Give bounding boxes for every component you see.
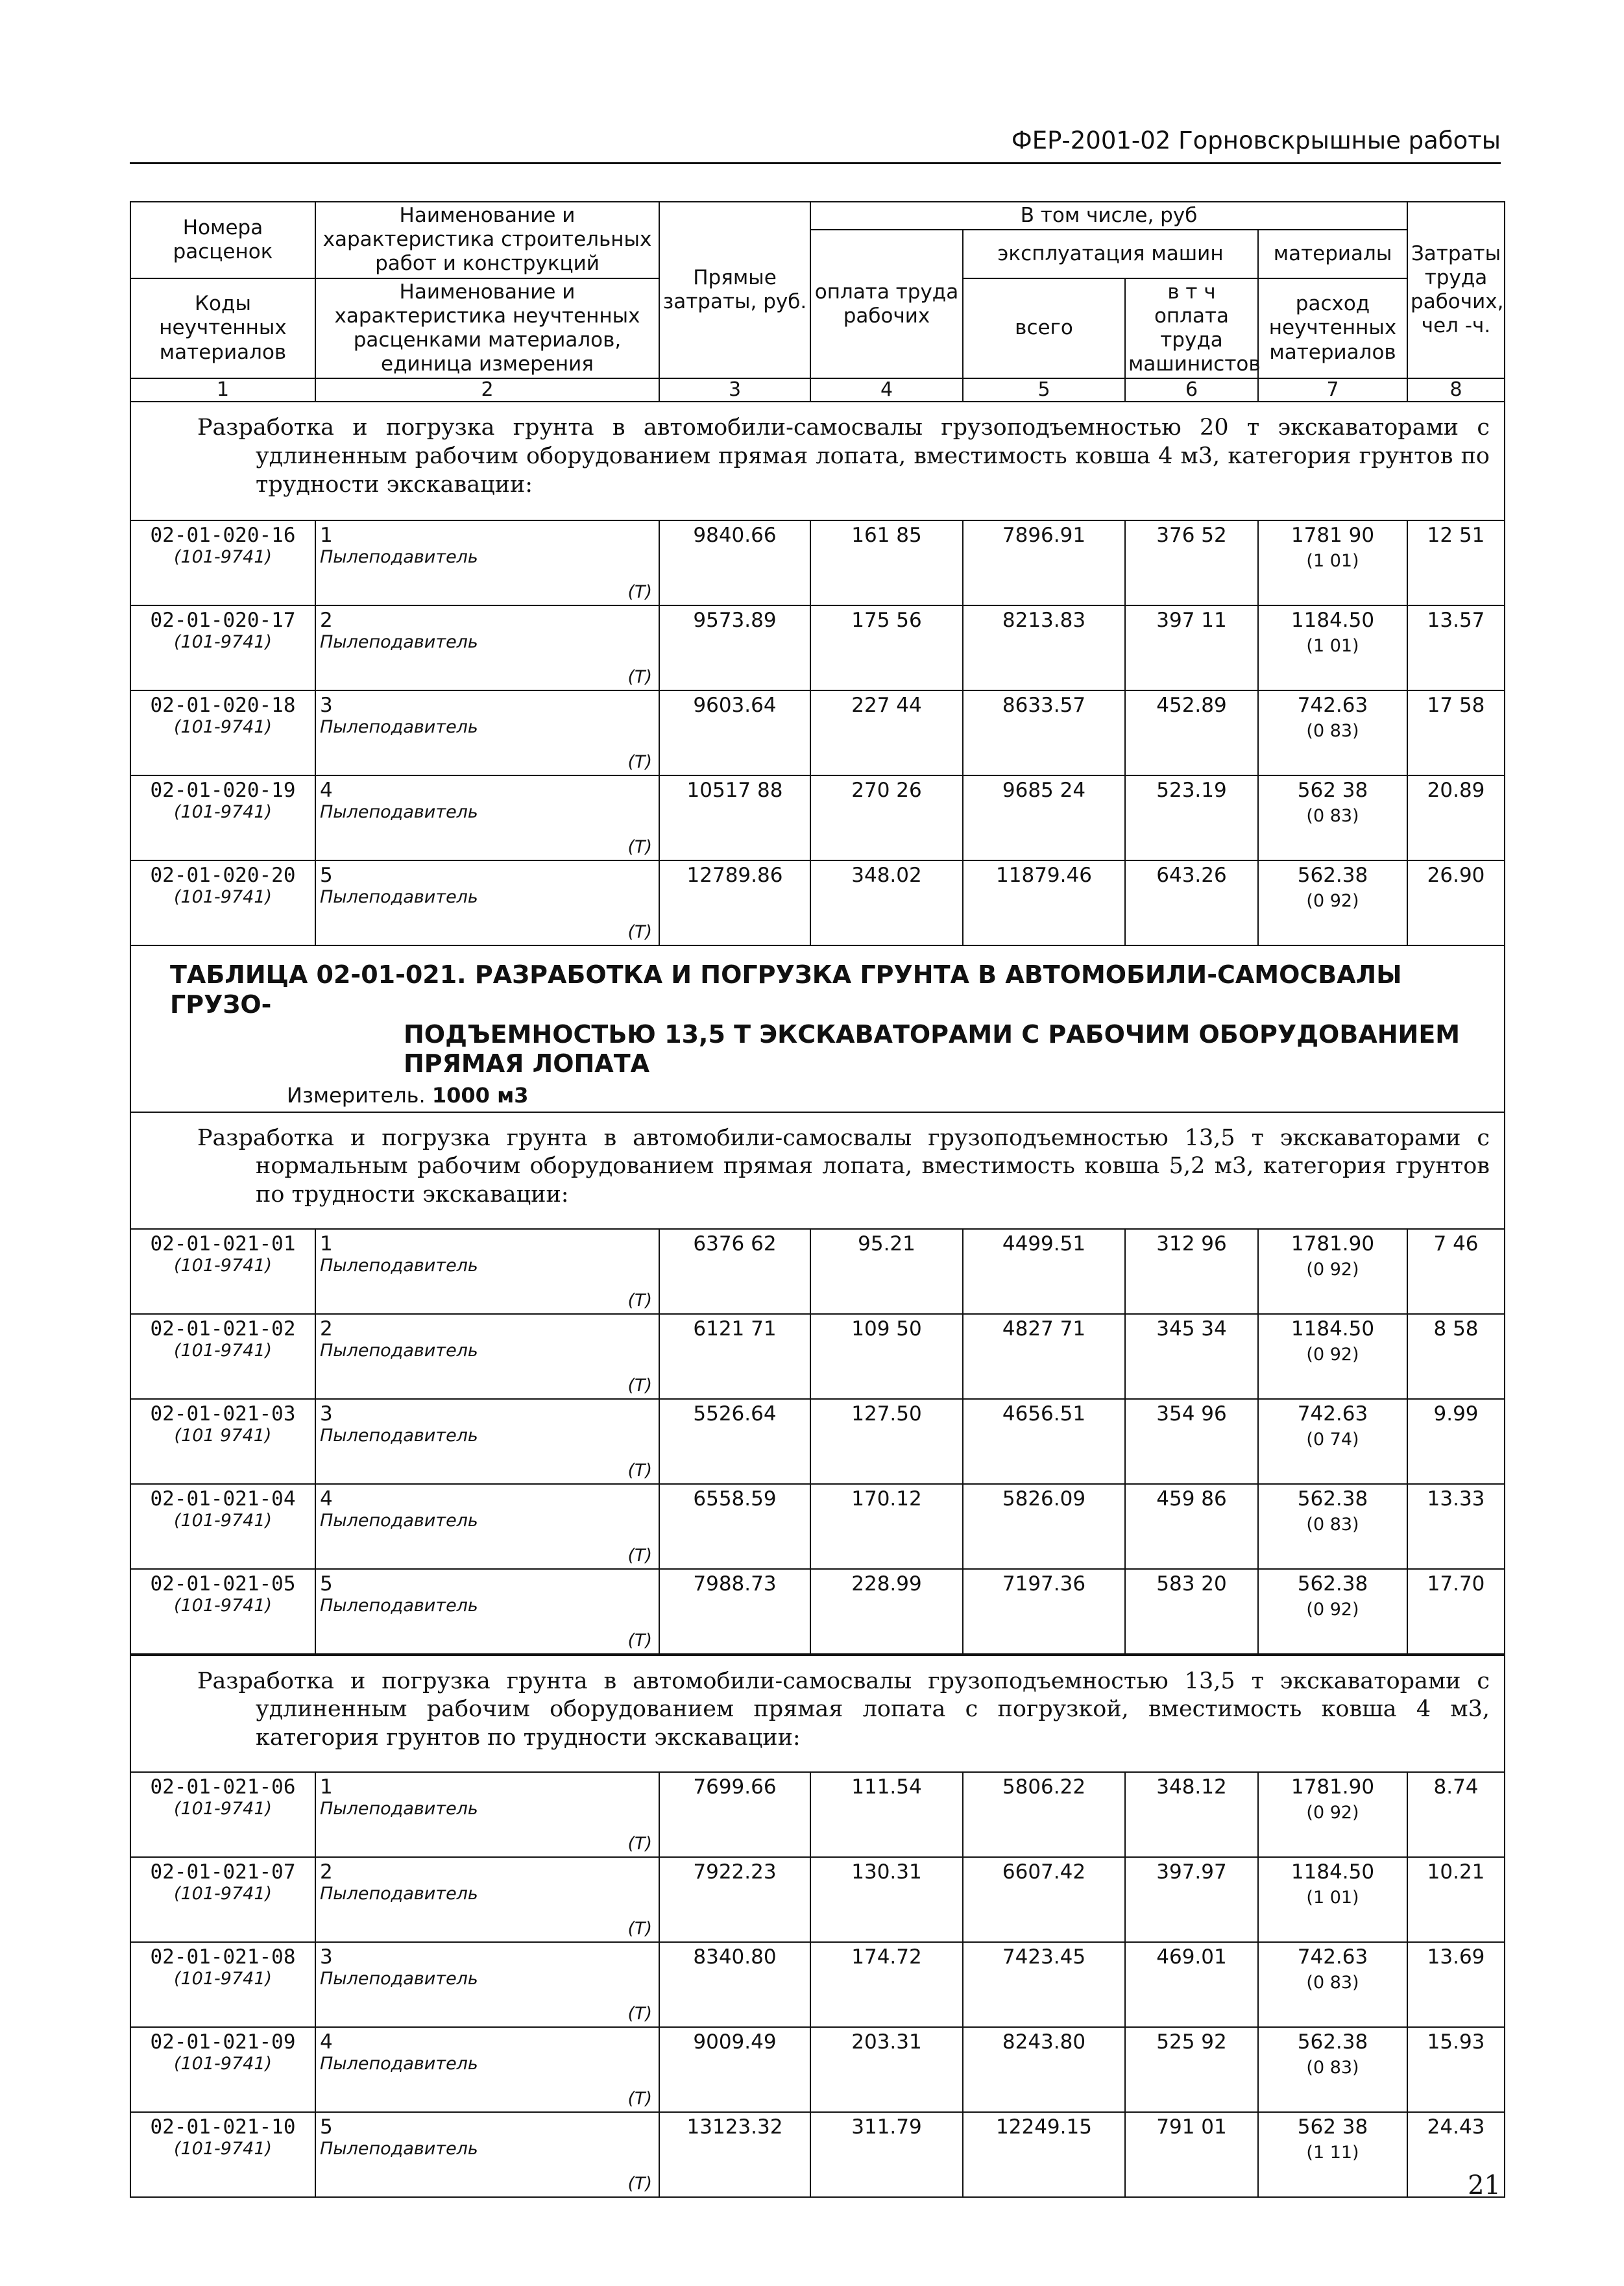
material-quantity: (0 92)	[1306, 891, 1359, 912]
work-name-cell	[315, 1229, 659, 1314]
materials-cell	[1258, 605, 1407, 690]
table-row	[130, 1857, 1505, 1942]
materials-cost: 562.38	[1297, 1487, 1368, 1511]
materials-cost: 1184.50	[1291, 1860, 1375, 1884]
material-name: Пылеподавитель	[320, 2053, 478, 2074]
table-title-line-3: ПРЯМАЯ ЛОПАТА	[404, 1049, 650, 1078]
material-name: Пылеподавитель	[320, 1340, 478, 1361]
material-quantity: (0 83)	[1306, 1514, 1359, 1535]
rate-code-cell	[130, 690, 315, 775]
material-quantity: (0 83)	[1306, 2057, 1359, 2078]
labor-pay: 175 56	[810, 605, 963, 690]
table-title-block	[130, 945, 1505, 1112]
material-unit: (Т)	[627, 582, 652, 603]
machines-total: 4499.51	[963, 1229, 1125, 1314]
direct-costs: 7988.73	[659, 1569, 810, 1654]
labor-costs: 13.33	[1407, 1484, 1505, 1569]
material-quantity: (0 83)	[1306, 721, 1359, 742]
direct-costs: 12789.86	[659, 860, 810, 945]
rate-code: 02-01-021-08	[150, 1945, 296, 1969]
header-labor-costs: Затраты труда рабочих, чел -ч.	[1407, 202, 1505, 378]
materials-cell	[1258, 860, 1407, 945]
rate-code-cell	[130, 2112, 315, 2197]
header-materials: материалы	[1258, 230, 1407, 278]
labor-costs: 13.57	[1407, 605, 1505, 690]
material-code: (101-9741)	[173, 717, 273, 738]
soil-category: 3	[320, 694, 333, 718]
materials-cell	[1258, 690, 1407, 775]
labor-pay: 348.02	[810, 860, 963, 945]
operators-pay: 583 20	[1125, 1569, 1258, 1654]
materials-cell	[1258, 1399, 1407, 1484]
material-name: Пылеподавитель	[320, 1968, 478, 1989]
materials-cost: 1781 90	[1291, 524, 1375, 548]
column-number: 2	[315, 378, 659, 402]
section-heading: Разработка и погрузка грунта в автомобили-самосвалы грузоподъемностью 20 т экскаваторами с удлиненным рабочим оборудованием прямая лопата, вместимость ковша 4 м3, категория грунтов по трудности экскавации:	[130, 402, 1505, 520]
machines-total: 8243.80	[963, 2027, 1125, 2112]
rate-code-cell	[130, 2027, 315, 2112]
soil-category: 4	[320, 2030, 333, 2054]
materials-cell	[1258, 1569, 1407, 1654]
material-name: Пылеподавитель	[320, 632, 478, 653]
machines-total: 7197.36	[963, 1569, 1125, 1654]
soil-category: 3	[320, 1945, 333, 1969]
material-code: (101-9741)	[173, 1798, 273, 1819]
operators-pay: 397.97	[1125, 1857, 1258, 1942]
work-name-cell	[315, 520, 659, 605]
header-work-name: Наименование и характеристика строительных работ и конструкций	[315, 202, 659, 278]
soil-category: 4	[320, 779, 333, 803]
soil-category: 3	[320, 1402, 333, 1426]
material-code: (101-9741)	[173, 632, 273, 653]
work-name-cell	[315, 1314, 659, 1399]
labor-pay: 228.99	[810, 1569, 963, 1654]
rate-code-cell	[130, 1569, 315, 1654]
direct-costs: 5526.64	[659, 1399, 810, 1484]
table-row	[130, 1484, 1505, 1569]
labor-pay: 109 50	[810, 1314, 963, 1399]
rates-table	[130, 201, 1505, 2198]
column-number: 1	[130, 378, 315, 402]
section-1	[130, 1112, 1505, 1654]
column-number: 6	[1125, 378, 1258, 402]
materials-cell	[1258, 2027, 1407, 2112]
materials-cost: 1781.90	[1291, 1775, 1375, 1799]
materials-cost: 1184.50	[1291, 609, 1375, 633]
soil-category: 5	[320, 1572, 333, 1596]
measure-unit: Измеритель. 1000 м3	[287, 1082, 529, 1108]
header-unaccounted-materials: расход неучтенных материалов	[1258, 278, 1407, 379]
table-row	[130, 520, 1505, 605]
material-quantity: (0 74)	[1306, 1429, 1359, 1450]
materials-cell	[1258, 1484, 1407, 1569]
header-material-codes: Коды неучтенных материалов	[130, 278, 315, 379]
material-code: (101-9741)	[173, 547, 273, 568]
header-machines: эксплуатация машин	[963, 230, 1258, 278]
rate-code: 02-01-021-06	[150, 1775, 296, 1799]
column-numbers-row	[130, 378, 1505, 402]
header-labor-pay: оплата труда рабочих	[810, 230, 963, 378]
header-material-name: Наименование и характеристика неучтенных расценками материалов, единица измерения	[315, 278, 659, 379]
labor-pay: 127.50	[810, 1399, 963, 1484]
rate-code-cell	[130, 1942, 315, 2027]
material-quantity: (0 83)	[1306, 1972, 1359, 1993]
labor-pay: 130.31	[810, 1857, 963, 1942]
direct-costs: 13123.32	[659, 2112, 810, 2197]
materials-cost: 562 38	[1297, 779, 1368, 803]
operators-pay: 376 52	[1125, 520, 1258, 605]
table-row	[130, 775, 1505, 860]
labor-costs: 9.99	[1407, 1399, 1505, 1484]
material-code: (101-9741)	[173, 1968, 273, 1989]
operators-pay: 469.01	[1125, 1942, 1258, 2027]
material-unit: (Т)	[627, 2003, 652, 2024]
material-name: Пылеподавитель	[320, 1798, 478, 1819]
operators-pay: 354 96	[1125, 1399, 1258, 1484]
direct-costs: 6121 71	[659, 1314, 810, 1399]
page-number: 21	[1468, 2170, 1501, 2200]
work-name-cell	[315, 605, 659, 690]
operators-pay: 312 96	[1125, 1229, 1258, 1314]
labor-pay: 111.54	[810, 1772, 963, 1857]
labor-costs: 8.74	[1407, 1772, 1505, 1857]
materials-cost: 1184.50	[1291, 1317, 1375, 1341]
material-unit: (Т)	[627, 1290, 652, 1311]
materials-cell	[1258, 775, 1407, 860]
materials-cell	[1258, 2112, 1407, 2197]
table-header	[130, 202, 1505, 402]
labor-pay: 174.72	[810, 1942, 963, 2027]
operators-pay: 348.12	[1125, 1772, 1258, 1857]
operators-pay: 525 92	[1125, 2027, 1258, 2112]
material-code: (101-9741)	[173, 1255, 273, 1276]
machines-total: 4656.51	[963, 1399, 1125, 1484]
header-machines-total: всего	[963, 278, 1125, 379]
header-direct-costs: Прямые затраты, руб.	[659, 202, 810, 378]
operators-pay: 345 34	[1125, 1314, 1258, 1399]
table-row	[130, 2112, 1505, 2197]
labor-costs: 7 46	[1407, 1229, 1505, 1314]
soil-category: 4	[320, 1487, 333, 1511]
soil-category: 2	[320, 1860, 333, 1884]
section-heading: Разработка и погрузка грунта в автомобили-самосвалы грузоподъемностью 13,5 т экскаваторами с нормальным рабочим оборудованием прямая лопата, вместимость ковша 5,2 м3, категория грунтов по трудности экскавации:	[130, 1112, 1505, 1229]
table-row	[130, 605, 1505, 690]
material-unit: (Т)	[627, 1545, 652, 1566]
operators-pay: 523.19	[1125, 775, 1258, 860]
material-unit: (Т)	[627, 752, 652, 773]
work-name-cell	[315, 2112, 659, 2197]
header-operators-pay: в т ч оплата труда машинистов	[1125, 278, 1258, 379]
material-code: (101-9741)	[173, 1883, 273, 1904]
table-row	[130, 860, 1505, 945]
soil-category: 1	[320, 1232, 333, 1256]
labor-pay: 270 26	[810, 775, 963, 860]
machines-total: 12249.15	[963, 2112, 1125, 2197]
material-unit: (Т)	[627, 667, 652, 688]
header-divider	[130, 162, 1501, 164]
material-unit: (Т)	[627, 1918, 652, 1939]
rate-code-cell	[130, 1772, 315, 1857]
column-number: 4	[810, 378, 963, 402]
table-title-line-2: ПОДЪЕМНОСТЬЮ 13,5 Т ЭКСКАВАТОРАМИ С РАБОЧИМ ОБОРУДОВАНИЕМ	[404, 1019, 1460, 1049]
material-unit: (Т)	[627, 1630, 652, 1651]
material-unit: (Т)	[627, 2173, 652, 2194]
material-name: Пылеподавитель	[320, 1510, 478, 1531]
material-code: (101-9741)	[173, 2053, 273, 2074]
rate-code: 02-01-021-04	[150, 1487, 296, 1511]
material-name: Пылеподавитель	[320, 2138, 478, 2159]
header-including: В том числе, руб	[810, 202, 1407, 230]
operators-pay: 459 86	[1125, 1484, 1258, 1569]
direct-costs: 9009.49	[659, 2027, 810, 2112]
direct-costs: 7699.66	[659, 1772, 810, 1857]
machines-total: 8633.57	[963, 690, 1125, 775]
materials-cost: 742.63	[1297, 1945, 1368, 1969]
section-0	[130, 402, 1505, 945]
rate-code: 02-01-020-18	[150, 694, 296, 718]
labor-pay: 311.79	[810, 2112, 963, 2197]
labor-costs: 17 58	[1407, 690, 1505, 775]
work-name-cell	[315, 1772, 659, 1857]
material-name: Пылеподавитель	[320, 1595, 478, 1616]
rate-code: 02-01-021-05	[150, 1572, 296, 1596]
material-quantity: (0 92)	[1306, 1802, 1359, 1823]
materials-cost: 742.63	[1297, 694, 1368, 718]
operators-pay: 643.26	[1125, 860, 1258, 945]
soil-category: 5	[320, 864, 333, 888]
material-quantity: (0 92)	[1306, 1259, 1359, 1280]
machines-total: 5826.09	[963, 1484, 1125, 1569]
material-name: Пылеподавитель	[320, 1425, 478, 1446]
section-heading: Разработка и погрузка грунта в автомобили-самосвалы грузоподъемностью 13,5 т экскаваторами с удлиненным рабочим оборудованием прямая лопата с погрузкой, вместимость ковша 4 м3, категория грунтов по трудности экскавации:	[130, 1655, 1505, 1772]
machines-total: 8213.83	[963, 605, 1125, 690]
rate-code: 02-01-020-17	[150, 609, 296, 633]
direct-costs: 6376 62	[659, 1229, 810, 1314]
material-quantity: (0 92)	[1306, 1344, 1359, 1365]
material-quantity: (1 11)	[1306, 2142, 1359, 2163]
materials-cell	[1258, 1772, 1407, 1857]
labor-pay: 95.21	[810, 1229, 963, 1314]
labor-costs: 26.90	[1407, 860, 1505, 945]
section-2	[130, 1655, 1505, 2197]
labor-pay: 161 85	[810, 520, 963, 605]
material-unit: (Т)	[627, 1375, 652, 1396]
material-name: Пылеподавитель	[320, 547, 478, 568]
materials-cell	[1258, 1942, 1407, 2027]
document-header-title: ФЕР-2001-02 Горновскрышные работы	[1011, 127, 1501, 154]
materials-cost: 1781.90	[1291, 1232, 1375, 1256]
labor-costs: 10.21	[1407, 1857, 1505, 1942]
labor-pay: 227 44	[810, 690, 963, 775]
direct-costs: 6558.59	[659, 1484, 810, 1569]
material-code: (101-9741)	[173, 887, 273, 908]
labor-costs: 17.70	[1407, 1569, 1505, 1654]
table-row	[130, 690, 1505, 775]
materials-cost: 562.38	[1297, 2030, 1368, 2054]
direct-costs: 9573.89	[659, 605, 810, 690]
direct-costs: 7922.23	[659, 1857, 810, 1942]
soil-category: 5	[320, 2115, 333, 2139]
material-code: (101-9741)	[173, 2138, 273, 2159]
table-row	[130, 2027, 1505, 2112]
soil-category: 1	[320, 1775, 333, 1799]
material-code: (101-9741)	[173, 1340, 273, 1361]
labor-costs: 12 51	[1407, 520, 1505, 605]
rate-code-cell	[130, 1229, 315, 1314]
rate-code-cell	[130, 1399, 315, 1484]
machines-total: 7896.91	[963, 520, 1125, 605]
table-row	[130, 1569, 1505, 1654]
direct-costs: 9840.66	[659, 520, 810, 605]
work-name-cell	[315, 1399, 659, 1484]
soil-category: 2	[320, 609, 333, 633]
materials-cell	[1258, 1857, 1407, 1942]
table-row	[130, 1229, 1505, 1314]
work-name-cell	[315, 1942, 659, 2027]
work-name-cell	[315, 1857, 659, 1942]
materials-cell	[1258, 1229, 1407, 1314]
materials-cost: 742.63	[1297, 1402, 1368, 1426]
work-name-cell	[315, 2027, 659, 2112]
direct-costs: 10517 88	[659, 775, 810, 860]
material-name: Пылеподавитель	[320, 887, 478, 908]
material-quantity: (1 01)	[1306, 1887, 1359, 1908]
table-row	[130, 1942, 1505, 2027]
soil-category: 1	[320, 524, 333, 548]
rate-code: 02-01-020-19	[150, 779, 296, 803]
material-name: Пылеподавитель	[320, 717, 478, 738]
material-quantity: (1 01)	[1306, 551, 1359, 572]
materials-cost: 562.38	[1297, 1572, 1368, 1596]
direct-costs: 9603.64	[659, 690, 810, 775]
column-number: 7	[1258, 378, 1407, 402]
material-code: (101-9741)	[173, 1510, 273, 1531]
rate-code: 02-01-020-20	[150, 864, 296, 888]
direct-costs: 8340.80	[659, 1942, 810, 2027]
material-quantity: (0 92)	[1306, 1599, 1359, 1620]
rate-code-cell	[130, 605, 315, 690]
rate-code-cell	[130, 860, 315, 945]
labor-costs: 20.89	[1407, 775, 1505, 860]
table-row	[130, 1314, 1505, 1399]
materials-cost: 562 38	[1297, 2115, 1368, 2139]
labor-costs: 15.93	[1407, 2027, 1505, 2112]
rate-code: 02-01-020-16	[150, 524, 296, 548]
material-unit: (Т)	[627, 837, 652, 858]
rate-code-cell	[130, 1857, 315, 1942]
operators-pay: 452.89	[1125, 690, 1258, 775]
work-name-cell	[315, 1569, 659, 1654]
labor-costs: 8 58	[1407, 1314, 1505, 1399]
material-unit: (Т)	[627, 1460, 652, 1481]
header-rate-numbers: Номера расценок	[130, 202, 315, 278]
column-number: 5	[963, 378, 1125, 402]
table-row	[130, 1772, 1505, 1857]
soil-category: 2	[320, 1317, 333, 1341]
operators-pay: 791 01	[1125, 2112, 1258, 2197]
material-name: Пылеподавитель	[320, 1255, 478, 1276]
table-title	[130, 945, 1505, 1112]
work-name-cell	[315, 775, 659, 860]
labor-costs: 13.69	[1407, 1942, 1505, 2027]
table-title-line-1: ТАБЛИЦА 02-01-021. РАЗРАБОТКА И ПОГРУЗКА ГРУНТА В АВТОМОБИЛИ-САМОСВАЛЫ ГРУЗО-	[170, 960, 1402, 1019]
work-name-cell	[315, 690, 659, 775]
rate-code-cell	[130, 1314, 315, 1399]
rate-code-cell	[130, 775, 315, 860]
material-unit: (Т)	[627, 1833, 652, 1854]
machines-total: 5806.22	[963, 1772, 1125, 1857]
work-name-cell	[315, 1484, 659, 1569]
operators-pay: 397 11	[1125, 605, 1258, 690]
material-code: (101 9741)	[174, 1425, 272, 1446]
machines-total: 4827 71	[963, 1314, 1125, 1399]
labor-pay: 203.31	[810, 2027, 963, 2112]
material-code: (101-9741)	[173, 1595, 273, 1616]
machines-total: 7423.45	[963, 1942, 1125, 2027]
material-quantity: (0 83)	[1306, 806, 1359, 827]
material-quantity: (1 01)	[1306, 636, 1359, 657]
rate-code: 02-01-021-02	[150, 1317, 296, 1341]
table-row	[130, 1399, 1505, 1484]
materials-cell	[1258, 520, 1407, 605]
work-name-cell	[315, 860, 659, 945]
column-number: 8	[1407, 378, 1505, 402]
labor-costs: 24.43	[1407, 2112, 1505, 2197]
rate-code: 02-01-021-10	[150, 2115, 296, 2139]
machines-total: 11879.46	[963, 860, 1125, 945]
rate-code-cell	[130, 520, 315, 605]
rate-code-cell	[130, 1484, 315, 1569]
material-name: Пылеподавитель	[320, 802, 478, 823]
material-name: Пылеподавитель	[320, 1883, 478, 1904]
labor-pay: 170.12	[810, 1484, 963, 1569]
rate-code: 02-01-021-01	[150, 1232, 296, 1256]
material-code: (101-9741)	[173, 802, 273, 823]
machines-total: 9685 24	[963, 775, 1125, 860]
column-number: 3	[659, 378, 810, 402]
rate-code: 02-01-021-03	[150, 1402, 296, 1426]
machines-total: 6607.42	[963, 1857, 1125, 1942]
materials-cell	[1258, 1314, 1407, 1399]
rate-code: 02-01-021-09	[150, 2030, 296, 2054]
rate-code: 02-01-021-07	[150, 1860, 296, 1884]
material-unit: (Т)	[627, 922, 652, 943]
material-unit: (Т)	[627, 2088, 652, 2109]
materials-cost: 562.38	[1297, 864, 1368, 888]
